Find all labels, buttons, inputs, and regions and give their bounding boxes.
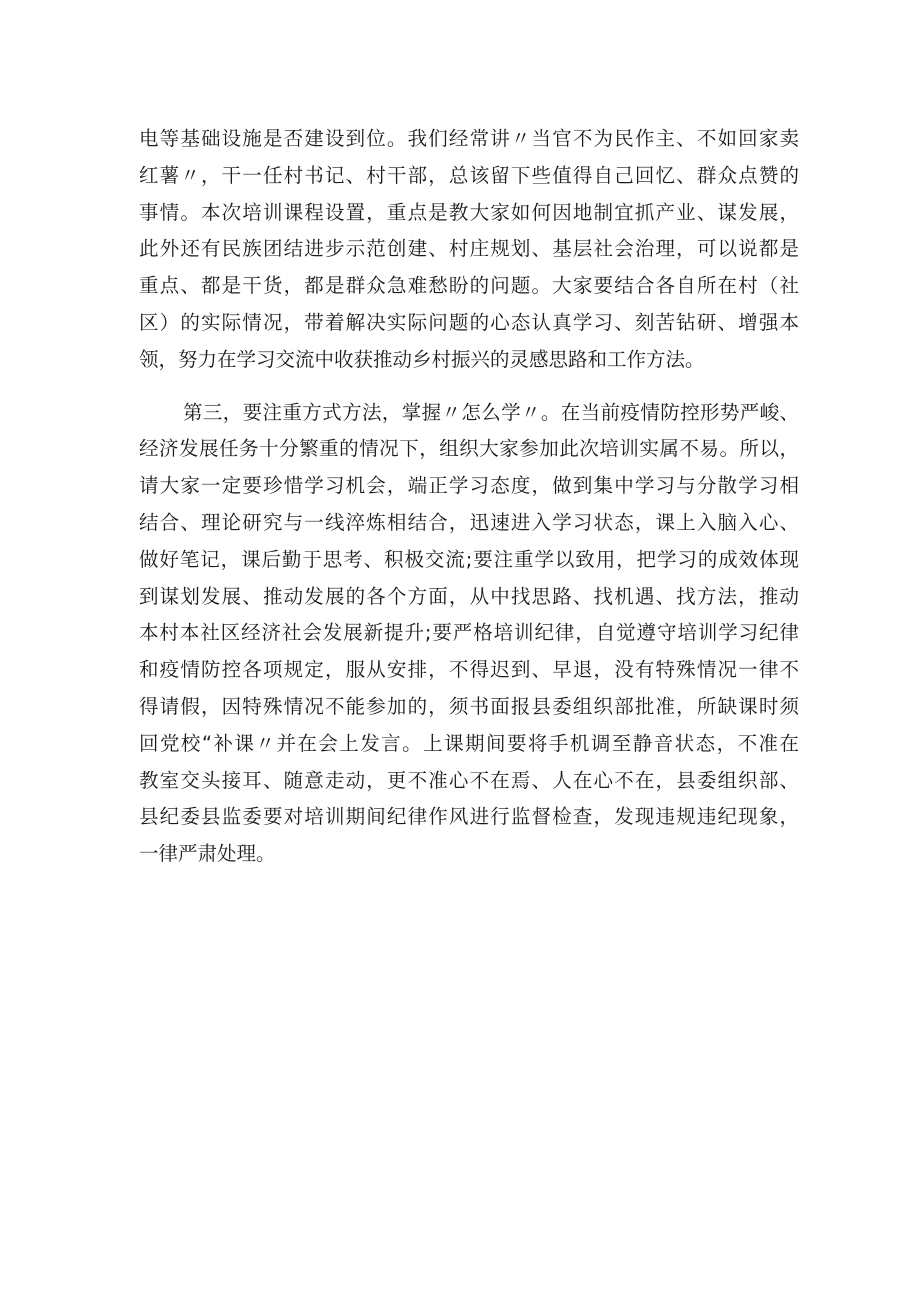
text-line: 区）的实际情况，带着解决实际问题的心态认真学习、刻苦钻研、增强本 — [139, 310, 799, 334]
text-line: 和疫情防控各项规定，服从安排，不得迟到、早退，没有特殊情况一律不 — [139, 658, 799, 682]
text-line: 事情。本次培训课程设置，重点是教大家如何因地制宜抓产业、谋发展， — [139, 200, 799, 224]
text-line: 领，努力在学习交流中收获推动乡村振兴的灵感思路和工作方法。 — [139, 347, 705, 371]
text-line: 本村本社区经济社会发展新提升;要严格培训纪律，自觉遵守培训学习纪律 — [139, 621, 799, 645]
body-text — [139, 121, 799, 873]
text-line: 请大家一定要珍惜学习机会，端正学习态度，做到集中学习与分散学习相 — [139, 474, 799, 498]
text-line: 县纪委县监委要对培训期间纪律作风进行监督检查，发现违规违纪现象， — [139, 805, 799, 829]
text-line: 经济发展任务十分繁重的情况下，组织大家参加此次培训实属不易。所以， — [139, 437, 799, 461]
text-line: 重点、都是干货，都是群众急难愁盼的问题。大家要结合各自所在村（社 — [139, 274, 799, 298]
text-line: 一律严肃处理。 — [139, 842, 276, 866]
text-line: 此外还有民族团结进步示范创建、村庄规划、基层社会治理，可以说都是 — [139, 237, 799, 261]
text-line: 回党校“补课〃并在会上发言。上课期间要将手机调至静音状态，不准在 — [139, 731, 799, 755]
text-line: 第三，要注重方式方法，掌握〃怎么学〃。在当前疫情防控形势严峻、 — [183, 400, 799, 424]
text-line: 做好笔记，课后勤于思考、积极交流;要注重学以致用，把学习的成效体现 — [139, 547, 799, 571]
text-line: 到谋划发展、推动发展的各个方面，从中找思路、找机遇、找方法，推动 — [139, 584, 799, 608]
text-line: 结合、理论研究与一线淬炼相结合，迅速进入学习状态，课上入脑入心、 — [139, 510, 799, 534]
text-line: 教室交头接耳、随意走动，更不准心不在焉、人在心不在，县委组织部、 — [139, 768, 799, 792]
text-line: 红薯〃，干一任村书记、村干部，总该留下些值得自己回忆、群众点赞的 — [139, 163, 799, 187]
text-line: 得请假，因特殊情况不能参加的，须书面报县委组织部批准，所缺课时须 — [139, 694, 799, 718]
paragraph-spacer — [139, 379, 799, 395]
text-line: 电等基础设施是否建设到位。我们经常讲〃当官不为民作主、不如回家卖 — [139, 127, 799, 150]
paragraph-2 — [139, 395, 799, 873]
paragraph-1 — [139, 121, 799, 379]
